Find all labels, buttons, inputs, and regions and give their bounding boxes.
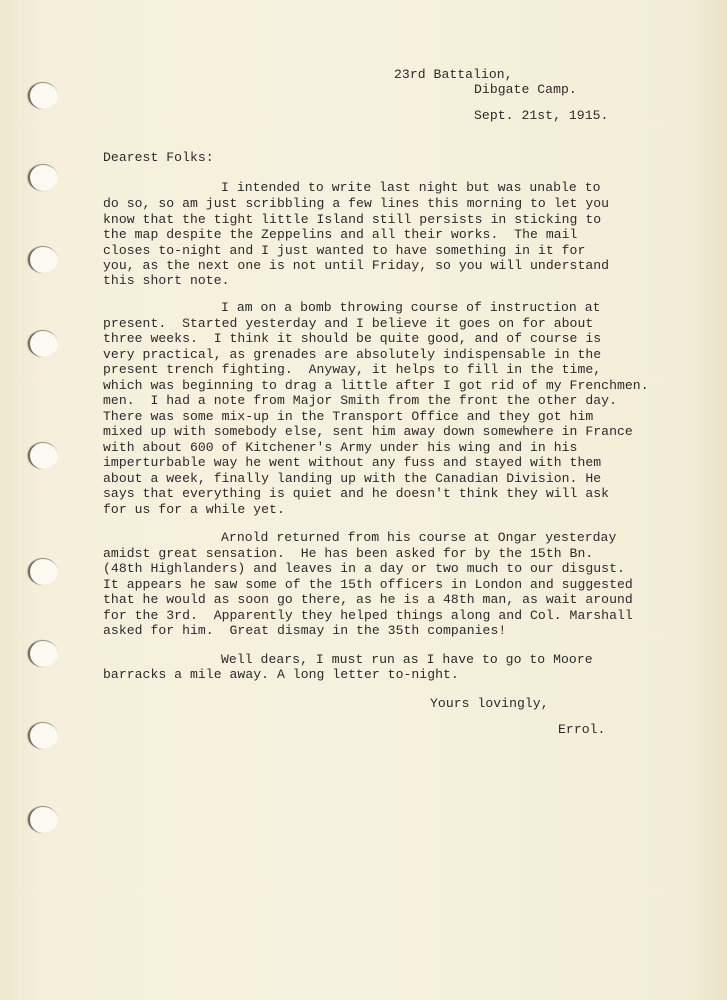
signature: Errol. (558, 722, 606, 737)
paragraph-2-line: with about 600 of Kitchener's Army under his wing and in his (103, 440, 578, 455)
paragraph-2-line: men. I had a note from Major Smith from the front the other day. (103, 393, 617, 408)
punch-hole (28, 442, 58, 469)
paragraph-3-line: that he would as soon go there, as he is a 48th man, as wait around (103, 592, 633, 607)
punch-hole (28, 164, 58, 191)
punch-hole (28, 558, 58, 585)
paragraph-2-line: says that everything is quiet and he doesn't think they will ask (103, 486, 610, 501)
heading-camp: Dibgate Camp. (474, 82, 577, 97)
paragraph-1-line: this short note. (103, 273, 230, 288)
punch-hole (28, 246, 58, 273)
paragraph-2-line: for us for a while yet. (103, 502, 285, 517)
paragraph-2-line: three weeks. I think it should be quite good, and of course is (103, 331, 602, 346)
punch-hole (28, 806, 58, 833)
paragraph-2-line: mixed up with somebody else, sent him away down somewhere in France (103, 424, 633, 439)
paragraph-1-line: closes to-night and I just wanted to have something in it for (103, 243, 586, 258)
paragraph-2-line: There was some mix-up in the Transport Office and they got him (103, 409, 594, 424)
paragraph-2-line: present. Started yesterday and I believe it goes on for about (103, 316, 594, 331)
paragraph-2-line: present trench fighting. Anyway, it helps to fill in the time, (103, 362, 602, 377)
paragraph-1-line: do so, so am just scribbling a few lines this morning to let you (103, 196, 610, 211)
paragraph-2-line: imperturbable way he went without any fuss and stayed with them (103, 455, 602, 470)
paragraph-3-line: asked for him. Great dismay in the 35th companies! (103, 623, 507, 638)
paragraph-2-line: very practical, as grenades are absolutely indispensable in the (103, 347, 602, 362)
paragraph-2-line: which was beginning to drag a little after I got rid of my Frenchmen. (103, 378, 649, 393)
punch-hole (28, 640, 58, 667)
paragraph-2-line: about a week, finally landing up with the Canadian Division. He (103, 471, 602, 486)
paragraph-4-line: barracks a mile away. A long letter to-night. (103, 667, 459, 682)
paragraph-1-line: the map despite the Zeppelins and all their works. The mail (103, 227, 578, 242)
paragraph-1-line: I intended to write last night but was unable to (221, 180, 601, 195)
paragraph-3-line: It appears he saw some of the 15th officers in London and suggested (103, 577, 633, 592)
heading-battalion: 23rd Battalion, (394, 67, 513, 82)
punch-hole (28, 82, 58, 109)
paragraph-3-line: for the 3rd. Apparently they helped things along and Col. Marshall (103, 608, 633, 623)
punch-hole (28, 722, 58, 749)
heading-date: Sept. 21st, 1915. (474, 108, 609, 123)
salutation: Dearest Folks: (103, 150, 214, 165)
paragraph-3-line: amidst great sensation. He has been asked for by the 15th Bn. (103, 546, 594, 561)
paragraph-3-line: (48th Highlanders) and leaves in a day or two much to our disgust. (103, 561, 625, 576)
paragraph-3-line: Arnold returned from his course at Ongar yesterday (221, 530, 617, 545)
paragraph-2-line: I am on a bomb throwing course of instruction at (221, 300, 601, 315)
paragraph-1-line: you, as the next one is not until Friday, so you will understand (103, 258, 610, 273)
closing: Yours lovingly, (430, 696, 549, 711)
punch-hole (28, 330, 58, 357)
paragraph-1-line: know that the tight little Island still persists in sticking to (103, 212, 602, 227)
paragraph-4-line: Well dears, I must run as I have to go to Moore (221, 652, 593, 667)
